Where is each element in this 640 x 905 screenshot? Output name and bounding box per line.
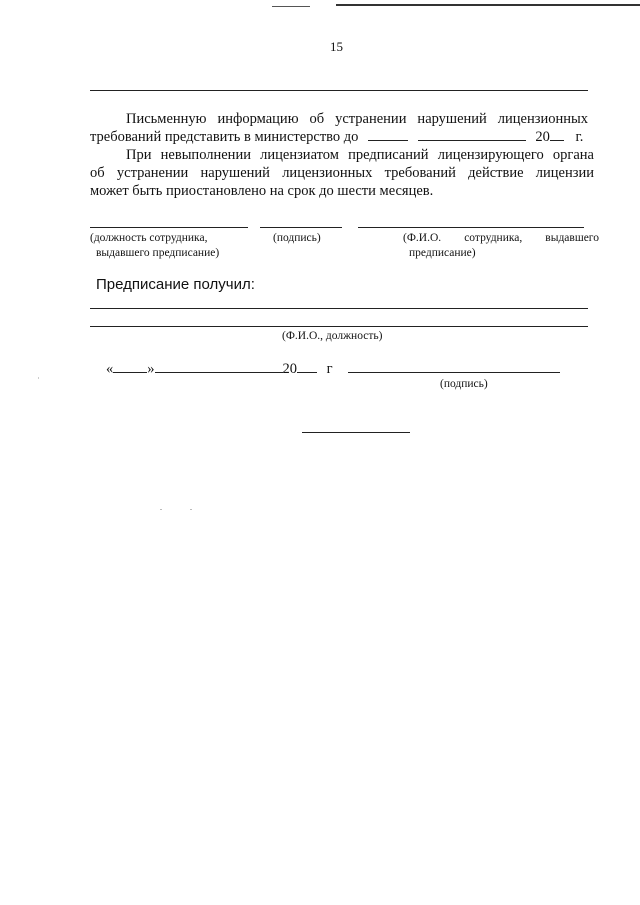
receipt-day-blank[interactable]	[113, 360, 147, 373]
paragraph-1-line-1: Письменную информацию об устранении нарушений лицензионных	[126, 111, 588, 127]
header-separator-line	[90, 90, 588, 91]
paragraph-1-line-2	[90, 128, 600, 146]
deadline-text: требований представить в министерство до	[90, 129, 359, 145]
signature-line[interactable]	[260, 227, 342, 228]
closing-line	[302, 432, 410, 433]
receipt-year-blank[interactable]	[297, 360, 317, 373]
position-label-line-2: выдавшего предписание)	[96, 247, 220, 259]
receipt-signature-blank[interactable]	[348, 360, 560, 373]
receipt-signature-label: (подпись)	[440, 378, 488, 390]
quote-close: »	[147, 361, 155, 377]
quote-open: «	[106, 361, 114, 377]
receipt-month-blank[interactable]	[155, 360, 283, 373]
fio-signature-line[interactable]	[358, 227, 584, 228]
fio-position-label: (Ф.И.О., должность)	[282, 330, 383, 342]
deadline-month-blank[interactable]	[418, 128, 526, 141]
fio-label-line-1: (Ф.И.О. сотрудника, выдавшего	[403, 232, 599, 244]
fio-label-line-2: предписание)	[409, 247, 476, 259]
received-line-2[interactable]	[90, 326, 588, 327]
deadline-year-suffix: г.	[575, 129, 584, 145]
receipt-date-row	[106, 360, 560, 378]
signature-label: (подпись)	[273, 232, 321, 244]
position-label-line-1: (должность сотрудника,	[90, 232, 208, 244]
receipt-year-prefix: 20	[282, 361, 297, 377]
deadline-year-prefix: 20	[535, 129, 550, 145]
position-signature-line[interactable]	[90, 227, 248, 228]
scan-speck-1	[160, 509, 162, 510]
position-label	[90, 231, 260, 261]
paragraph-2-line-3: может быть приостановлено на срок до шести месяцев.	[90, 183, 434, 199]
fio-label	[403, 231, 599, 261]
paragraph-2-line-1: При невыполнении лицензиатом предписаний лицензирующего органа	[126, 147, 594, 163]
receipt-year-suffix: г	[326, 361, 333, 377]
scan-speck-2	[190, 509, 192, 510]
received-line-1[interactable]	[90, 308, 588, 309]
scan-speck-3	[38, 377, 39, 379]
received-label: Предписание получил:	[96, 276, 255, 293]
page-number: 15	[330, 39, 343, 54]
top-edge-line	[272, 6, 310, 7]
deadline-day-blank[interactable]	[368, 128, 408, 141]
deadline-year-blank[interactable]	[550, 128, 564, 141]
paragraph-2-line-2: об устранении нарушений лицензионных требований действие лицензии	[90, 165, 594, 181]
top-edge-line-right	[336, 4, 640, 6]
